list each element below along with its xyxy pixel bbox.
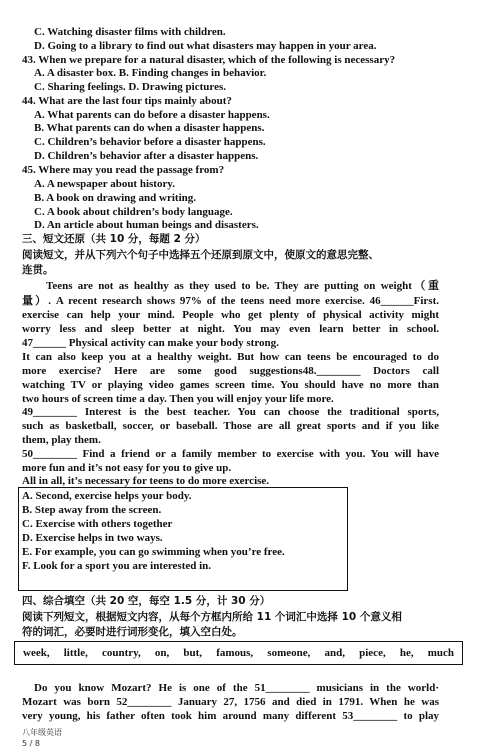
passage-line: more exercise? Here are some good suggestions48.________ Doctors call xyxy=(22,365,439,377)
q44-option-b: B. What parents can do when a disaster happens. xyxy=(34,122,265,134)
q44-option-c: C. Children’s behavior before a disaster happens. xyxy=(34,136,266,148)
passage-line: All in all, it’s necessary for teens to do more exercise. xyxy=(22,475,270,487)
option-e: E. For example, you can go swimming when you’re free. xyxy=(22,546,285,558)
q45-option-d: D. An article about human beings and disasters. xyxy=(34,219,259,231)
passage-line: 50________ Find a friend or a family member to exercise with you. You will have xyxy=(22,448,439,460)
q45-option-b: B. A book on drawing and writing. xyxy=(34,192,196,204)
passage-line: 47______ Physical activity can make your body strong. xyxy=(22,337,279,349)
passage-line: exercise can help your mind. People who get plenty of physical activity might xyxy=(22,309,439,321)
passage-line: 49________ Interest is the best teacher. You can choose the traditional sports, xyxy=(22,406,439,418)
word-bank-item: famous, xyxy=(216,647,254,659)
q45-option-a: A. A newspaper about history. xyxy=(34,178,175,190)
passage-line: Mozart was born 52________ January 27, 1756 and died in 1791. When he was xyxy=(22,696,439,708)
q44-option-a: A. What parents can do before a disaster happens. xyxy=(34,109,270,121)
word-bank xyxy=(14,641,463,665)
passage-line: worry less and sleep better at night. You may even learn better in school. xyxy=(22,323,439,335)
word-bank-item: on, xyxy=(154,647,170,659)
q44-option-d: D. Children’s behavior after a disaster happens. xyxy=(34,150,259,162)
passage-line: such as basketball, soccer, or baseball. Those are all great sports and if you like xyxy=(22,420,439,432)
word-bank-item: but, xyxy=(183,647,203,659)
section-4-heading: 四、综合填空（共 20 空，每空 1.5 分，计 30 分） xyxy=(22,595,271,607)
q43-question: 43. When we prepare for a natural disaster, which of the following is necessary? xyxy=(22,54,396,66)
option-f: F. Look for a sport you are interested in. xyxy=(22,560,212,572)
q42-option-c: C. Watching disaster films with children. xyxy=(34,26,226,38)
word-bank-item: he, xyxy=(399,647,414,659)
passage-line: watching TV or playing video games screen time. You should have no more than xyxy=(22,379,439,391)
page-number: 5 / 8 xyxy=(22,739,40,748)
q44-question: 44. What are the last four tips mainly about? xyxy=(22,95,232,107)
word-bank-item: country, xyxy=(101,647,141,659)
q42-option-d: D. Going to a library to find out what disasters may happen in your area. xyxy=(34,40,377,52)
passage-line: Teens are not as healthy as they used to be. They are putting on weight（重 xyxy=(46,280,439,292)
option-c: C. Exercise with others together xyxy=(22,518,173,530)
passage-line: two hours of screen time a day. Then you will enjoy your life more. xyxy=(22,393,334,405)
section-4-instructions: 阅读下列短文，根据短文内容，从每个方框内所给 11 个词汇中选择 10 个意义相 xyxy=(22,611,402,623)
word-bank-item: and, xyxy=(324,647,345,659)
section-3-instructions: 阅读短文，并从下列六个句子中选择五个还原到原文中，使原文的意思完整、 xyxy=(22,249,379,261)
passage-line: Do you know Mozart? He is one of the 51________ musicians in the world· xyxy=(34,682,439,694)
q45-question: 45. Where may you read the passage from? xyxy=(22,164,225,176)
word-bank-item: someone, xyxy=(267,647,311,659)
section-4-instructions-cont: 符的词汇，必要时进行词形变化，填入空白处。 xyxy=(22,626,243,638)
passage-line: more fun and it’s not easy for you to give up. xyxy=(22,462,232,474)
section-3-instructions-cont: 连贯。 xyxy=(22,264,54,276)
option-a: A. Second, exercise helps your body. xyxy=(22,490,192,502)
word-bank-item: much xyxy=(427,647,454,659)
word-bank-item: little, xyxy=(63,647,88,659)
passage-line: very young, his father often took him around many different 53________ to play xyxy=(22,710,439,722)
word-bank-item: piece, xyxy=(359,647,386,659)
footer-subject: 八年级英语 xyxy=(22,728,62,737)
q45-option-c: C. A book about children’s body language. xyxy=(34,206,233,218)
passage-line: It can also keep you at a healthy weight. But how can teens be encouraged to do xyxy=(22,351,439,363)
q43-options-cd: C. Sharing feelings. D. Drawing pictures. xyxy=(34,81,226,93)
passage-line: 量）. A recent research shows 97% of the teens need more exercise. 46______First. xyxy=(22,295,439,307)
section-3-heading: 三、短文还原（共 10 分，每题 2 分） xyxy=(22,233,206,245)
passage-line: them, play them. xyxy=(22,434,101,446)
option-b: B. Step away from the screen. xyxy=(22,504,162,516)
word-bank-item: week, xyxy=(23,647,50,659)
q43-options-ab: A. A disaster box. B. Finding changes in behavior. xyxy=(34,67,267,79)
option-d: D. Exercise helps in two ways. xyxy=(22,532,163,544)
